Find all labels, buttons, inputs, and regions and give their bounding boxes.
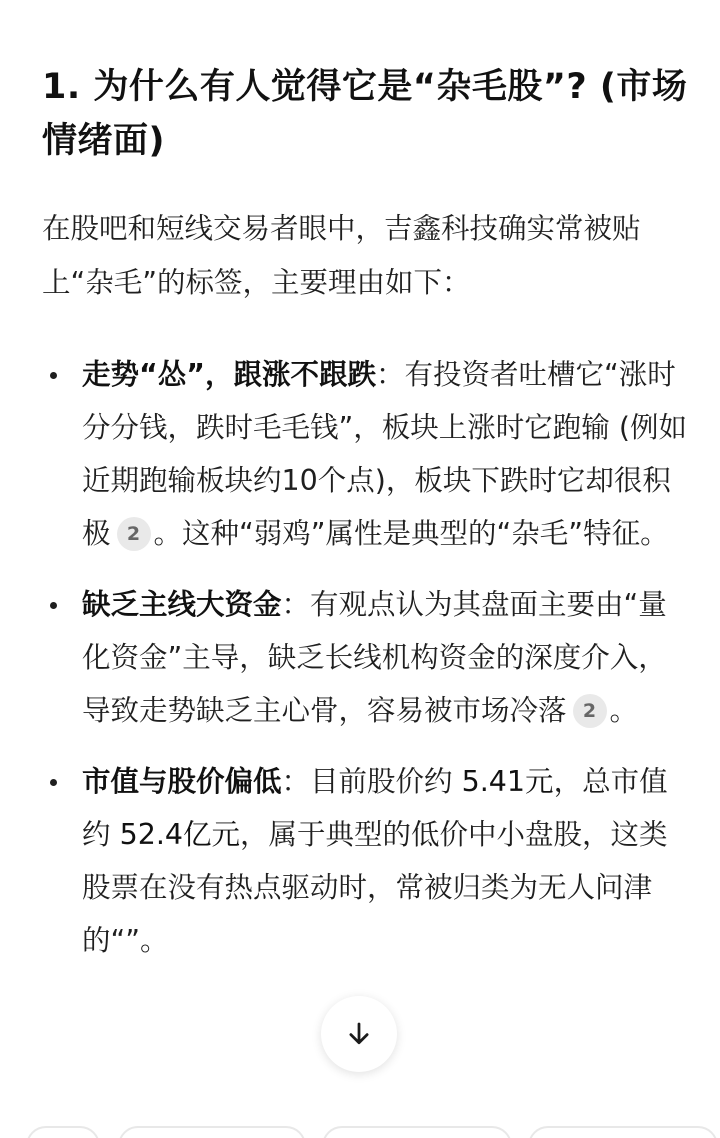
suggestion-chip[interactable] [26,1126,100,1138]
bullet-text-tail: 。这种“弱鸡”属性是典型的“杂毛”特征。 [153,517,669,550]
reason-list [42,348,688,967]
section-title: 1. 为什么有人觉得它是“杂毛股”? (市场情绪面) [42,67,688,161]
bullet-dot [50,372,57,379]
market-cap-value: 52.4亿元 [119,818,241,851]
bullet-text: ，总市值约 [82,765,668,851]
suggestion-chips-bar [0,1122,720,1138]
bullet-lead: 市值与股价偏低 [82,765,282,798]
bullet-text: 有投资者吐槽它“涨时分分钱，跌时毛毛钱”，板块上涨时它跑输 (例如近期跑输板块约10个点)，板块下跌时它却很积极 [82,358,687,550]
suggestion-chip[interactable] [528,1126,718,1138]
bullet-separator: ： [281,765,311,798]
list-item [42,755,688,967]
bullet-separator: ： [375,358,405,391]
suggestion-chip[interactable] [322,1126,512,1138]
answer-content [42,60,688,985]
bullet-lead: 缺乏主线大资金 [82,588,282,621]
stock-price-value: 5.41元 [461,765,554,798]
suggestion-chip[interactable] [118,1126,306,1138]
bullet-text: ，属于典型的低价中小盘股，这类股票在没有热点驱动时，常被归类为无人问津的“ [82,818,668,957]
scroll-to-bottom-button[interactable] [321,996,397,1072]
citation-badge[interactable]: 2 [117,517,151,551]
citation-badge[interactable]: 2 [573,694,607,728]
bullet-text: 有观点认为其盘面主要由“量化资金”主导，缺乏长线机构资金的深度介入，导致走势缺乏主心骨，容易被市场冷落 [82,588,667,727]
bullet-dot [50,602,57,609]
list-item [42,348,688,560]
list-item [42,578,688,737]
bullet-text-tail: 。 [609,694,639,727]
bullet-text: 目前股价约 [310,765,462,798]
bullet-lead: 走势“怂”，跟涨不跟跌 [82,358,376,391]
bullet-separator: ： [281,588,311,621]
bullet-text-tail: ”。 [125,924,169,957]
arrow-down-icon [344,1019,374,1049]
bullet-dot [50,779,57,786]
intro-paragraph: 在股吧和短线交易者眼中，吉鑫科技确实常被贴上“杂毛”的标签，主要理由如下： [42,212,641,299]
